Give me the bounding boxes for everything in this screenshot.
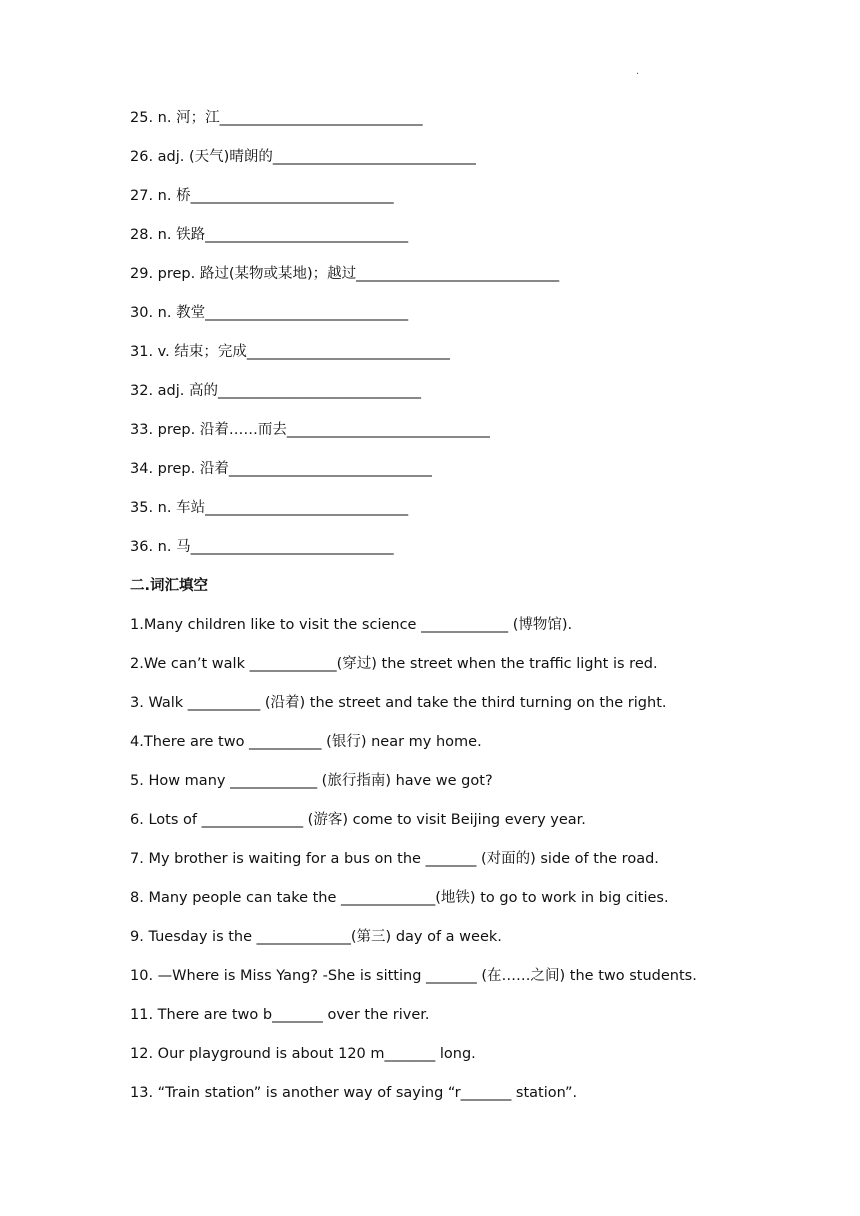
fill-item-7: 7. My brother is waiting for a bus on the _______ (对面的) side of the road. [130,851,659,867]
vocab-item-32: 32. adj. 高的____________________________ [130,383,422,399]
vocab-item-27: 27. n. 桥____________________________ [130,188,394,204]
worksheet-content [130,108,820,1122]
fill-item-4: 4.There are two __________ (银行) near my home. [130,734,482,750]
fill-item-3: 3. Walk __________ (沿着) the street and take the third turning on the right. [130,695,667,711]
vocab-item-34: 34. prep. 沿着____________________________ [130,461,432,477]
vocab-item-25: 25. n. 河；江____________________________ [130,110,423,126]
fill-item-1: 1.Many children like to visit the science ____________ (博物馆). [130,617,573,633]
fill-item-5: 5. How many ____________ (旅行指南) have we got? [130,773,493,789]
fill-item-12: 12. Our playground is about 120 m_______ long. [130,1046,476,1062]
fill-item-11: 11. There are two b_______ over the river. [130,1007,430,1023]
vocab-item-31: 31. v. 结束；完成____________________________ [130,344,450,360]
fill-item-6: 6. Lots of ______________ (游客) come to visit Beijing every year. [130,812,586,828]
vocab-item-29: 29. prep. 路过(某物或某地)；越过____________________________ [130,266,560,282]
fill-item-10: 10. —Where is Miss Yang? -She is sitting _______ (在……之间) the two students. [130,968,697,984]
corner-mark: . [636,66,640,77]
vocab-item-36: 36. n. 马____________________________ [130,539,394,555]
vocab-item-28: 28. n. 铁路____________________________ [130,227,409,243]
fill-item-9: 9. Tuesday is the _____________(第三) day of a week. [130,929,502,945]
vocab-item-33: 33. prep. 沿着……而去____________________________ [130,422,490,438]
fill-item-8: 8. Many people can take the _____________(地铁) to go to work in big cities. [130,890,669,906]
vocab-item-30: 30. n. 教堂____________________________ [130,305,409,321]
fill-item-2: 2.We can’t walk ____________(穿过) the street when the traffic light is red. [130,656,658,672]
fill-item-13: 13. “Train station” is another way of saying “r_______ station”. [130,1085,578,1101]
vocab-item-26: 26. adj. (天气)晴朗的____________________________ [130,149,476,165]
section-heading: 二.词汇填空 [130,578,209,594]
vocab-item-35: 35. n. 车站____________________________ [130,500,409,516]
